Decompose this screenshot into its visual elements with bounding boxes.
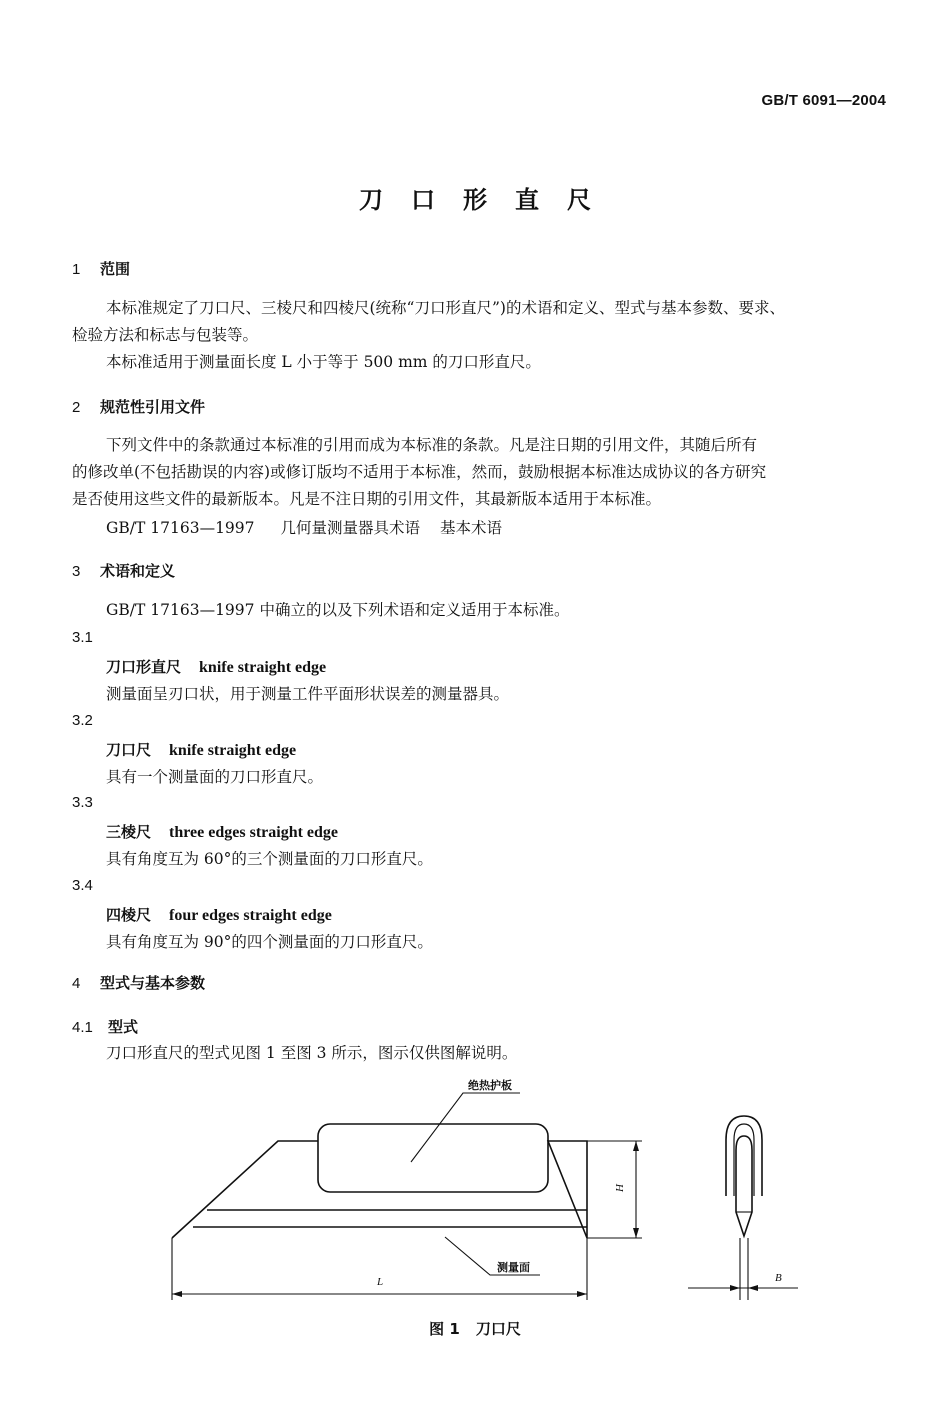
- section-title: 型式与基本参数: [100, 974, 206, 992]
- term-definition: 具有一个测量面的刀口形直尺。: [106, 768, 324, 786]
- term-definition: 具有角度互为 90°的四个测量面的刀口形直尺。: [106, 933, 433, 951]
- paragraph: 的修改单(不包括勘误的内容)或修订版均不适用于本标准，然而，鼓励根据本标准达成协议的各方研究: [72, 463, 767, 481]
- paragraph: 检验方法和标志与包装等。: [72, 326, 259, 344]
- leader-line: [411, 1093, 520, 1162]
- section-number: 2: [72, 399, 81, 416]
- term-definition: 测量面呈刃口状，用于测量工件平面形状误差的测量器具。: [106, 685, 510, 703]
- label-measuring-face: 测量面: [497, 1261, 530, 1274]
- section-number: 4: [72, 975, 81, 992]
- caption-text: 刀口尺: [475, 1320, 521, 1338]
- term-cn: 刀口形直尺: [106, 658, 182, 676]
- paragraph: GB/T 17163—1997 中确立的以及下列术语和定义适用于本标准。: [106, 601, 570, 619]
- dimension-label-l: L: [377, 1276, 384, 1288]
- section-blade: [736, 1136, 752, 1236]
- term-number: 3.1: [72, 629, 93, 646]
- term-definition: 具有角度互为 60°的三个测量面的刀口形直尺。: [106, 850, 433, 868]
- caption-number: 图 1: [429, 1320, 460, 1338]
- standard-code: GB/T 6091—2004: [761, 92, 886, 109]
- section-title: 术语和定义: [100, 562, 176, 580]
- section-title: 范围: [100, 260, 131, 278]
- page-title: 刀口形直尺: [359, 186, 619, 214]
- term-cn: 四棱尺: [106, 906, 152, 924]
- dimension-label-h: H: [613, 1184, 626, 1192]
- term-en: knife straight edge: [199, 659, 327, 676]
- term-cn: 刀口尺: [106, 741, 152, 759]
- reference-code: GB/T 17163—1997: [106, 519, 255, 537]
- section-title: 规范性引用文件: [100, 398, 206, 416]
- paragraph: 本标准规定了刀口尺、三棱尺和四棱尺(统称“刀口形直尺”)的术语和定义、型式与基本参数、要求、: [106, 299, 785, 317]
- term-number: 3.3: [72, 794, 93, 811]
- paragraph: 本标准适用于测量面长度 L 小于等于 500 mm 的刀口形直尺。: [106, 353, 541, 371]
- term-number: 3.2: [72, 712, 93, 729]
- subsection-number: 4.1: [72, 1019, 93, 1036]
- dimension-label-b: B: [775, 1272, 782, 1284]
- figure-caption: [0, 1318, 950, 1339]
- ruler-body: [172, 1141, 587, 1238]
- insulation-plate: [318, 1124, 548, 1192]
- section-guard: [726, 1116, 762, 1196]
- label-insulation-plate: 绝热护板: [468, 1079, 512, 1092]
- term-en: three edges straight edge: [169, 824, 339, 841]
- paragraph: 是否使用这些文件的最新版本。凡是不注日期的引用文件，其最新版本适用于本标准。: [72, 490, 662, 508]
- term-en: knife straight edge: [169, 742, 297, 759]
- reference-subtitle: 基本术语: [440, 519, 503, 537]
- paragraph: 刀口形直尺的型式见图 1 至图 3 所示，图示仅供图解说明。: [106, 1044, 518, 1062]
- section-number: 1: [72, 261, 81, 278]
- subsection-title: 型式: [108, 1018, 139, 1036]
- term-cn: 三棱尺: [106, 823, 152, 841]
- term-en: four edges straight edge: [169, 907, 332, 924]
- paragraph: 下列文件中的条款通过本标准的引用而成为本标准的条款。凡是注日期的引用文件，其随后所有: [106, 436, 758, 454]
- reference-title: 几何量测量器具术语: [280, 519, 421, 537]
- term-number: 3.4: [72, 877, 93, 894]
- section-number: 3: [72, 563, 81, 580]
